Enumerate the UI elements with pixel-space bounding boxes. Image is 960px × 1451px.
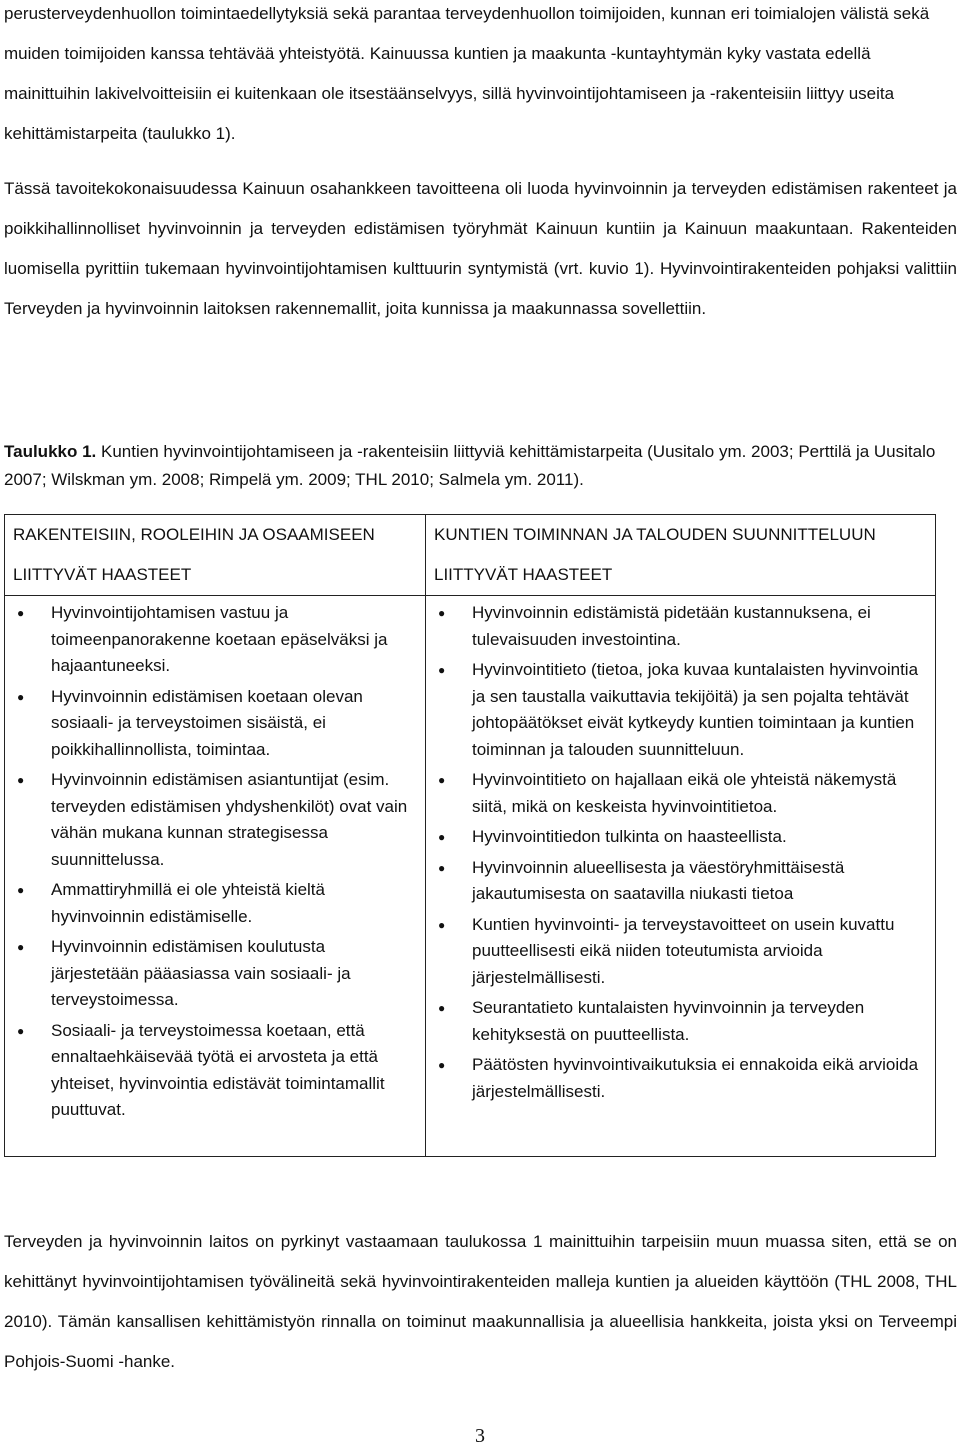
table-caption bbox=[4, 438, 957, 494]
list-item: ● Hyvinvointitieto on hajallaan eikä ole yhteistä näkemystä siitä, mikä on keskeista hyvinvointitietoa. bbox=[434, 767, 927, 820]
development-needs-table bbox=[4, 514, 936, 1157]
list-item: ● Seurantatieto kuntalaisten hyvinvoinnin ja terveyden kehityksestä on puutteellista. bbox=[434, 995, 927, 1048]
list-item: ● Kuntien hyvinvointi- ja terveystavoitteet on usein kuvattu puutteellisesti eikä niiden toteutumista arvioida järjestelmällisesti. bbox=[434, 912, 927, 992]
goal-paragraph: Tässä tavoitekokonaisuudessa Kainuun osahankkeen tavoitteena oli luoda hyvinvoinnin ja terveyden edistämisen rakenteet ja poikkihallinnolliset hyvinvoinnin ja terveyden edistämisen työryhmät Kainuun kuntiin ja Kainuun maakuntaan. Rakenteiden luomisella pyrittiin tukemaan hyvinvointijohtamisen kulttuurin syntymistä (vrt. kuvio 1). Hyvinvointirakenteiden pohjaksi valittiin Terveyden ja hyvinvoinnin laitoksen rakennemallit, joita kunnissa ja maakunnassa sovellettiin. bbox=[4, 179, 957, 318]
table-header-planning: KUNTIEN TOIMINNAN JA TALOUDEN SUUNNITTELUUN LIITTYVÄT HAASTEET bbox=[426, 515, 936, 596]
list-item: ● Päätösten hyvinvointivaikutuksia ei ennakoida eikä arvioida järjestelmällisesti. bbox=[434, 1052, 927, 1105]
closing-paragraph: Terveyden ja hyvinvoinnin laitos on pyrkinyt vastaamaan taulukossa 1 mainittuihin tarpeisiin muun muassa siten, että se on kehittänyt hyvinvointijohtamisen työvälineitä sekä hyvinvointirakenteiden malleja kuntien ja alueiden käyttöön (THL 2008, THL 2010). Tämän kansallisen kehittämistyön rinnalla on toiminut maakunnallisia ja alueellisia hankkeita, joista yksi on Terveempi Pohjois-Suomi -hanke. bbox=[4, 1232, 957, 1371]
table-header-structures: RAKENTEISIIN, ROOLEIHIN JA OSAAMISEEN LIITTYVÄT HAASTEET bbox=[5, 515, 426, 596]
list-item: ● Hyvinvointitiedon tulkinta on haasteellista. bbox=[434, 824, 927, 851]
planning-list bbox=[434, 600, 927, 1105]
table-cell-planning bbox=[426, 596, 936, 1157]
table-caption-label: Taulukko 1. bbox=[4, 442, 97, 461]
list-item: ● Sosiaali- ja terveystoimessa koetaan, että ennaltaehkäisevää työtä ei arvosteta ja että yhteiset, hyvinvointia edistävät toimintamallit puuttuvat. bbox=[13, 1018, 417, 1124]
list-item: ● Hyvinvoinnin edistämisen asiantuntijat (esim. terveyden edistämisen yhdyshenkilöt) ovat vain vähän mukana kunnan strategisessa suunnittelussa. bbox=[13, 767, 417, 873]
table-cell-structures bbox=[5, 596, 426, 1157]
intro-paragraph: perusterveydenhuollon toimintaedellytyksiä sekä parantaa terveydenhuollon toimijoiden, kunnan eri toimialojen välistä sekä muiden toimijoiden kanssa tehtävää yhteistyötä. Kainuussa kuntien ja maakunta -kuntayhtymän kyky vastata edellä mainittuihin lakivelvoitteisiin ei kuitenkaan ole itsestäänselvyys, sillä hyvinvointijohtamiseen ja -rakenteisiin liittyy useita kehittämistarpeita (taulukko 1). bbox=[4, 4, 930, 143]
table-caption-text: Kuntien hyvinvointijohtamiseen ja -rakenteisiin liittyviä kehittämistarpeita (Uusitalo ym. 2003; Perttilä ja Uusitalo 2007; Wilskman ym. 2008; Rimpelä ym. 2009; THL 2010; Salmela ym. 2011). bbox=[4, 442, 936, 489]
list-item: ● Hyvinvoinnin edistämisen koulutusta järjestetään pääasiassa vain sosiaali- ja terveystoimessa. bbox=[13, 934, 417, 1014]
list-item: ● Hyvinvoinnin edistämisen koetaan olevan sosiaali- ja terveystoimen sisäistä, ei poikkihallinnollista, toimintaa. bbox=[13, 684, 417, 764]
structures-list bbox=[13, 600, 417, 1124]
page-number: 3 bbox=[475, 1425, 485, 1447]
list-item: ● Hyvinvointitieto (tietoa, joka kuvaa kuntalaisten hyvinvointia ja sen taustalla vaikuttavia tekijöitä) ja sen pojalta tehtävät johtopäätökset eivät kytkeydy kuntien toimintaan ja kuntien toiminnan ja talouden suunnitteluun. bbox=[434, 657, 927, 763]
list-item: ● Hyvinvoinnin edistämistä pidetään kustannuksena, ei tulevaisuuden investointina. bbox=[434, 600, 927, 653]
list-item: ● Hyvinvointijohtamisen vastuu ja toimeenpanorakenne koetaan epäselväksi ja hajaantuneeksi. bbox=[13, 600, 417, 680]
list-item: ● Ammattiryhmillä ei ole yhteistä kieltä hyvinvoinnin edistämiselle. bbox=[13, 877, 417, 930]
list-item: ● Hyvinvoinnin alueellisesta ja väestöryhmittäisestä jakautumisesta on saatavilla niukasti tietoa bbox=[434, 855, 927, 908]
